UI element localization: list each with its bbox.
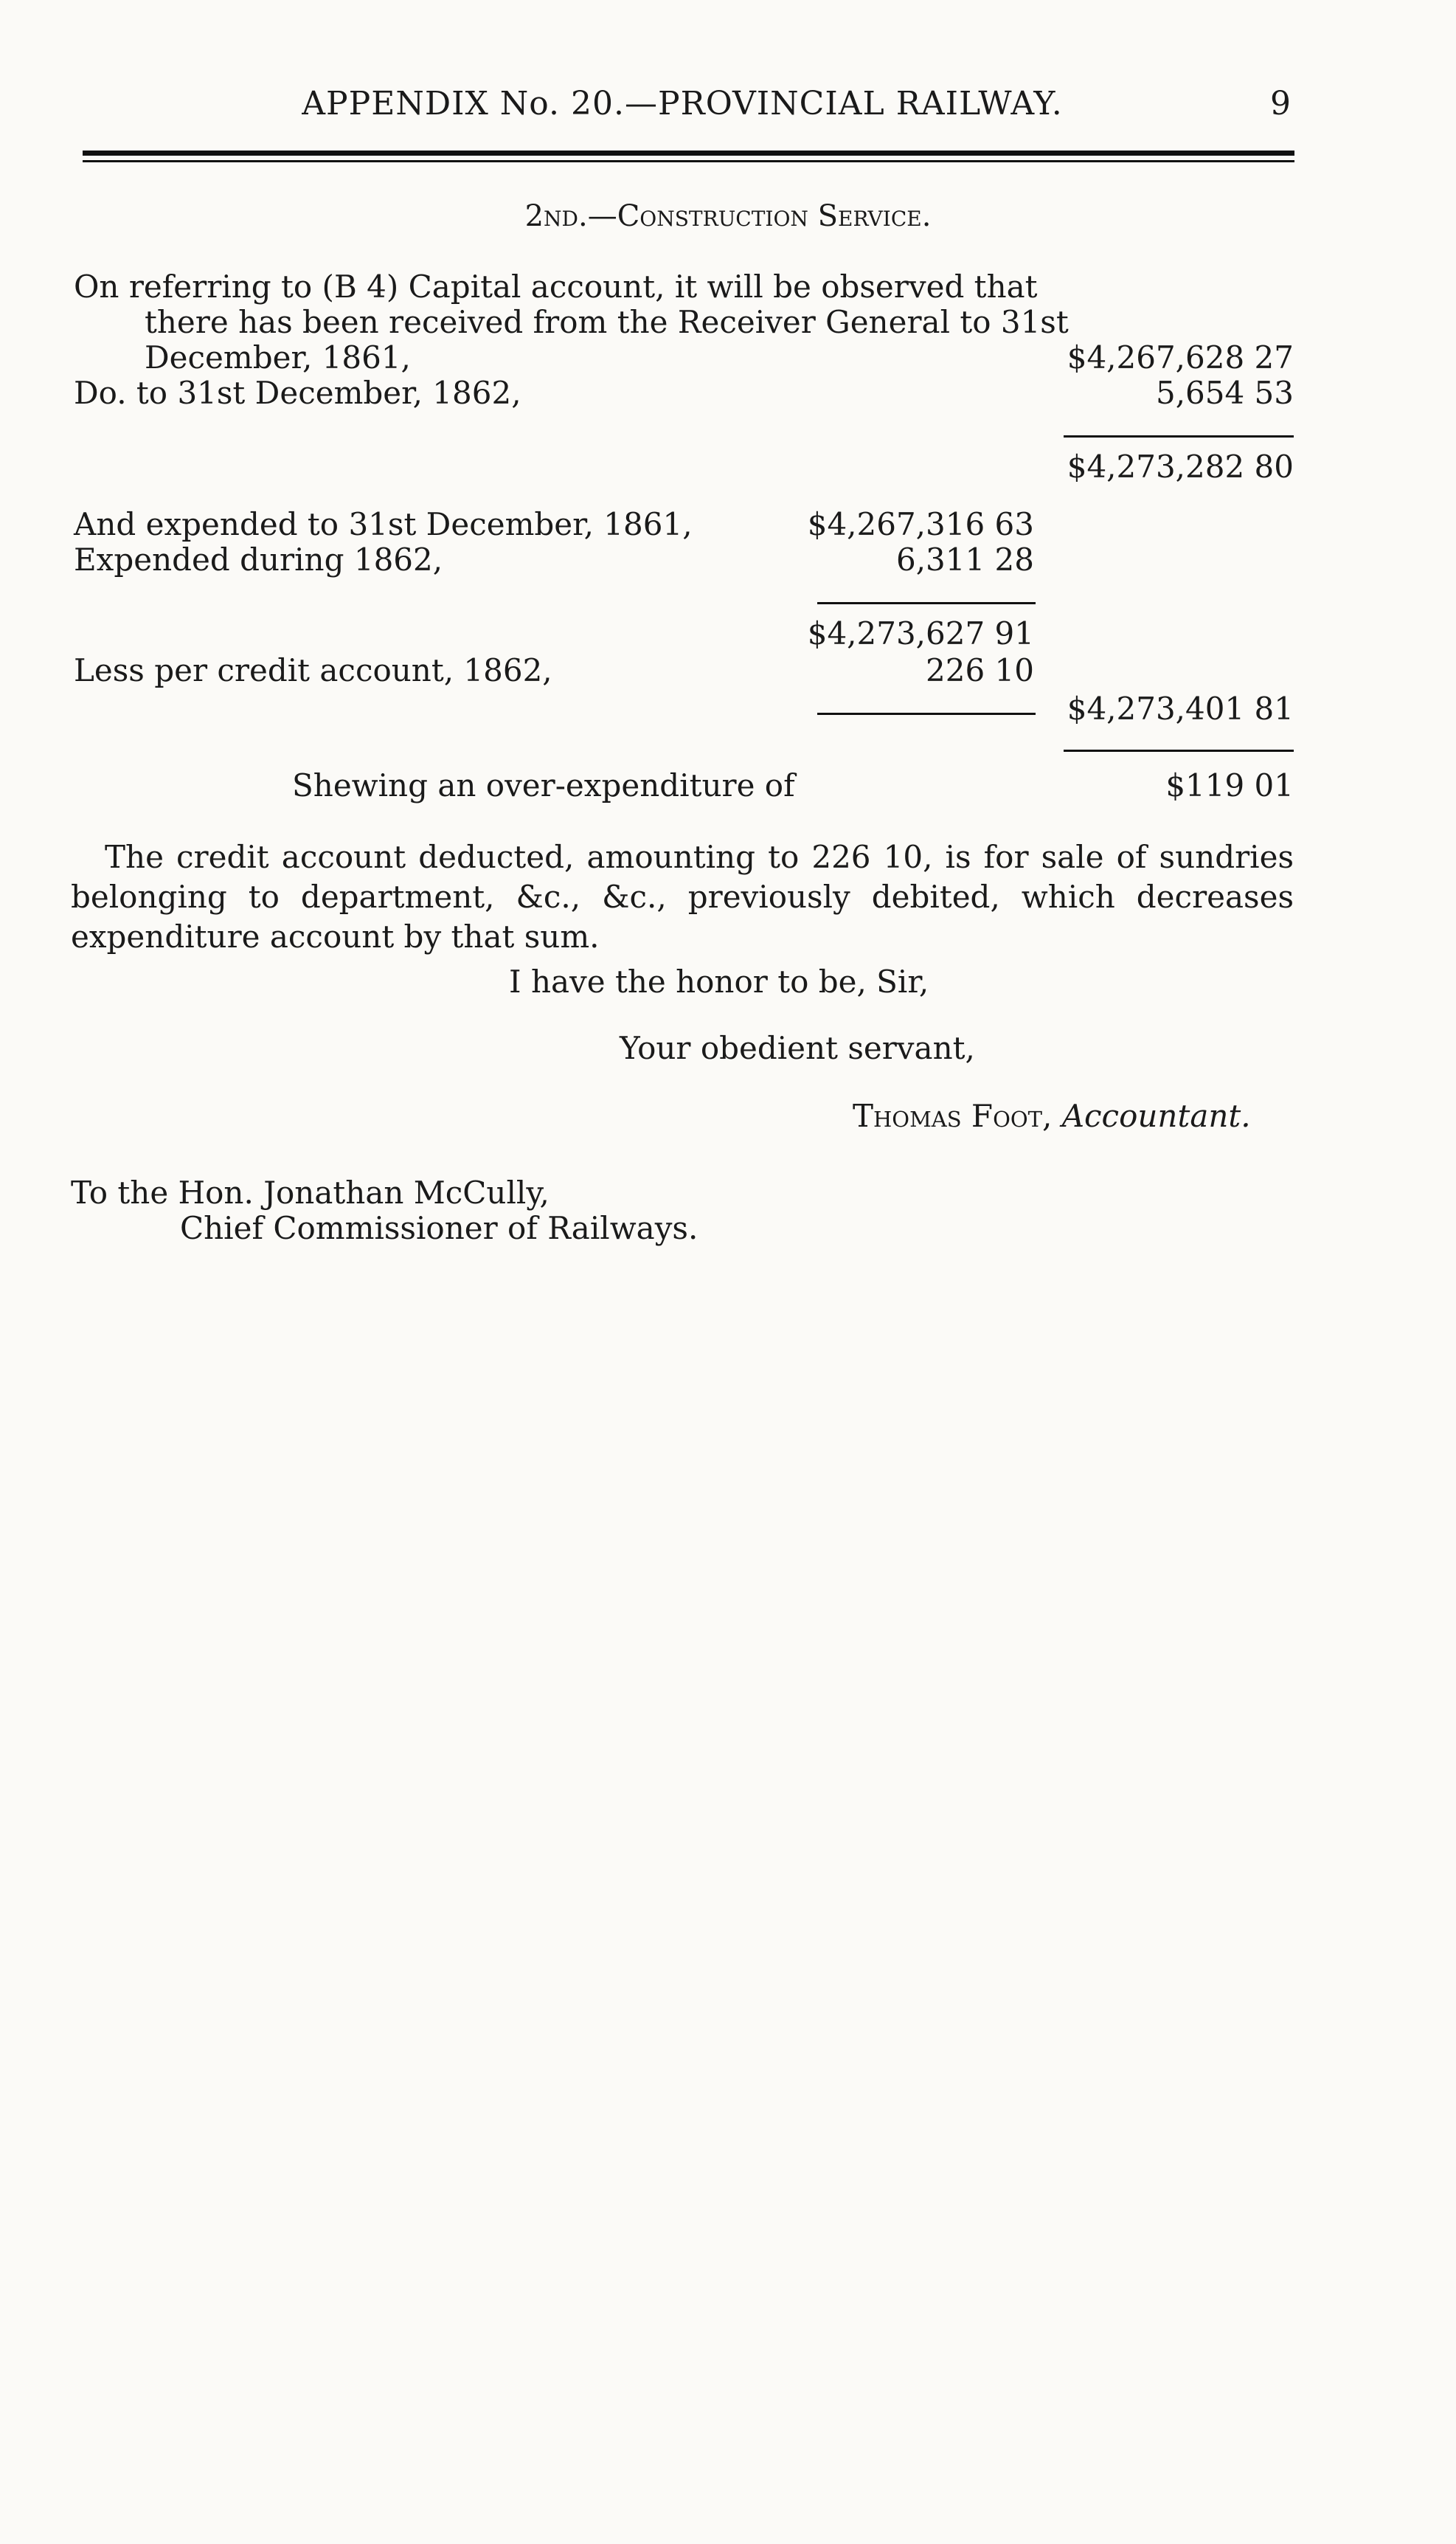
rule-credit xyxy=(817,713,1036,715)
signer-name: Thomas Foot, xyxy=(853,1098,1053,1134)
explanation-paragraph: The credit account deducted, amounting to 226 10, is for sale of sundries belonging to department, &c., &c., previously debited, which decreases expenditure account by that sum. xyxy=(71,839,1294,955)
rule-expended-subtotal xyxy=(817,602,1036,604)
received-1861-amount: $4,267,628 27 xyxy=(1067,339,1294,376)
received-1862-amount: 5,654 53 xyxy=(1155,375,1294,411)
header-rule-thin xyxy=(83,160,1294,162)
header-rule-thick xyxy=(83,151,1294,156)
intro-line-3: December, 1861, xyxy=(145,339,411,376)
rule-over-expenditure xyxy=(1064,750,1294,752)
closing-honor: I have the honor to be, Sir, xyxy=(509,964,929,1000)
expended-1862-label: Expended during 1862, xyxy=(74,542,443,578)
credit-amount: 226 10 xyxy=(926,652,1034,688)
total-received-amount: $4,273,282 80 xyxy=(1067,449,1294,485)
expended-1861-label: And expended to 31st December, 1861, xyxy=(74,506,693,542)
subtotal-expended-amount: $4,273,627 91 xyxy=(807,615,1034,651)
expended-1862-amount: 6,311 28 xyxy=(895,542,1034,578)
over-expenditure-amount: $119 01 xyxy=(1165,767,1294,803)
intro-line-2: there has been received from the Receiver General to 31st xyxy=(145,304,1069,340)
page-header xyxy=(74,85,1291,136)
addressee-line-1: To the Hon. Jonathan McCully, xyxy=(71,1175,550,1211)
intro-line-1: On referring to (B 4) Capital account, it will be observed that xyxy=(74,269,1038,305)
signature xyxy=(853,1098,1251,1134)
ditto-label: Do. to 31st December, 1862, xyxy=(74,375,521,411)
header-title: APPENDIX No. 20.—PROVINCIAL RAILWAY. xyxy=(302,85,1063,122)
over-expenditure-label: Shewing an over-expenditure of xyxy=(292,767,795,803)
addressee-line-2: Chief Commissioner of Railways. xyxy=(180,1210,698,1246)
signer-title: Accountant. xyxy=(1061,1098,1251,1134)
closing-servant: Your obedient servant, xyxy=(620,1030,975,1066)
expended-1861-amount: $4,267,316 63 xyxy=(807,506,1034,542)
net-expended-amount: $4,273,401 81 xyxy=(1067,691,1294,727)
rule-received-total xyxy=(1064,435,1294,438)
credit-label: Less per credit account, 1862, xyxy=(74,652,552,688)
section-title: 2nd.—Construction Service. xyxy=(524,199,932,233)
page-number: 9 xyxy=(1270,85,1291,122)
